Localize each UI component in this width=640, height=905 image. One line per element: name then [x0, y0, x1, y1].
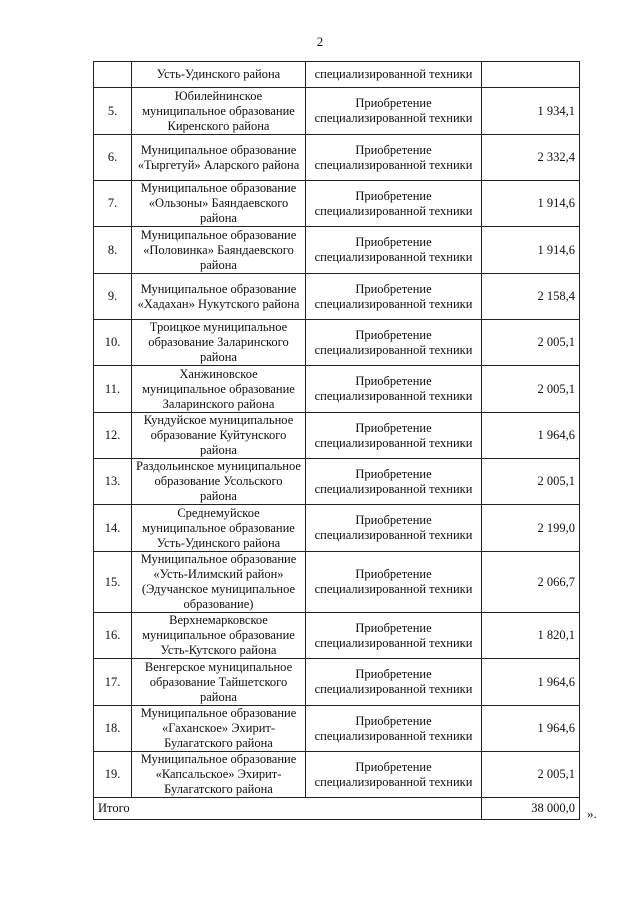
municipality-name: Ханжиновское муниципальное образование Заларинского района: [132, 366, 306, 413]
purpose: Приобретение специализированной техники: [306, 413, 482, 459]
amount: 2 005,1: [482, 752, 580, 798]
table-row: [94, 62, 580, 88]
municipality-name: Муниципальное образование «Гаханское» Эхирит-Булагатского района: [132, 706, 306, 752]
municipality-name: Муниципальное образование «Хадахан» Нукутского района: [132, 274, 306, 320]
purpose: Приобретение специализированной техники: [306, 505, 482, 552]
purpose: Приобретение специализированной техники: [306, 552, 482, 613]
purpose: Приобретение специализированной техники: [306, 181, 482, 227]
amount: 1 914,6: [482, 181, 580, 227]
municipality-name: Венгерское муниципальное образование Тайшетского района: [132, 659, 306, 706]
closing-quote-mark: ».: [587, 806, 597, 821]
amount: 2 005,1: [482, 366, 580, 413]
purpose: специализированной техники: [306, 62, 482, 88]
amount: 2 332,4: [482, 135, 580, 181]
table-row: [94, 413, 580, 459]
table-row: [94, 459, 580, 505]
row-number: 10.: [94, 320, 132, 366]
municipality-name: Муниципальное образование «Ользоны» Баяндаевского района: [132, 181, 306, 227]
municipality-name: Муниципальное образование «Усть-Илимский район» (Эдучанское муниципальное образование): [132, 552, 306, 613]
amount: 1 914,6: [482, 227, 580, 274]
table-row: [94, 613, 580, 659]
municipality-name: Муниципальное образование «Капсальское» Эхирит-Булагатского района: [132, 752, 306, 798]
amount: [482, 62, 580, 88]
amount: 1 964,6: [482, 706, 580, 752]
amount: 2 066,7: [482, 552, 580, 613]
row-number: 14.: [94, 505, 132, 552]
purpose: Приобретение специализированной техники: [306, 320, 482, 366]
row-number: 13.: [94, 459, 132, 505]
row-number: 16.: [94, 613, 132, 659]
row-number: 18.: [94, 706, 132, 752]
table-row: [94, 505, 580, 552]
row-number: 19.: [94, 752, 132, 798]
amount: 1 820,1: [482, 613, 580, 659]
purpose: Приобретение специализированной техники: [306, 659, 482, 706]
row-number: 6.: [94, 135, 132, 181]
row-number: 11.: [94, 366, 132, 413]
row-number: 15.: [94, 552, 132, 613]
table-row: [94, 659, 580, 706]
total-amount: 38 000,0: [482, 798, 580, 820]
total-label: Итого: [94, 798, 482, 820]
table-row: [94, 706, 580, 752]
municipality-name: Усть-Удинского района: [132, 62, 306, 88]
table-row: [94, 88, 580, 135]
table-row: [94, 320, 580, 366]
amount: 1 964,6: [482, 659, 580, 706]
amount: 1 934,1: [482, 88, 580, 135]
table-row: [94, 366, 580, 413]
row-number: 17.: [94, 659, 132, 706]
municipality-name: Кундуйское муниципальное образование Куйтунского района: [132, 413, 306, 459]
row-number: 7.: [94, 181, 132, 227]
table-row: [94, 552, 580, 613]
amount: 2 005,1: [482, 459, 580, 505]
purpose: Приобретение специализированной техники: [306, 752, 482, 798]
row-number: 8.: [94, 227, 132, 274]
purpose: Приобретение специализированной техники: [306, 706, 482, 752]
municipality-name: Верхнемарковское муниципальное образование Усть-Кутского района: [132, 613, 306, 659]
purpose: Приобретение специализированной техники: [306, 366, 482, 413]
row-number: 5.: [94, 88, 132, 135]
table-row: [94, 752, 580, 798]
table-row: [94, 135, 580, 181]
table-body: [94, 62, 580, 820]
amount: 2 005,1: [482, 320, 580, 366]
purpose: Приобретение специализированной техники: [306, 88, 482, 135]
purpose: Приобретение специализированной техники: [306, 459, 482, 505]
row-number: [94, 62, 132, 88]
municipality-name: Муниципальное образование «Тыргетуй» Аларского района: [132, 135, 306, 181]
purpose: Приобретение специализированной техники: [306, 274, 482, 320]
subsidy-table: [93, 61, 580, 820]
page-number: 2: [316, 34, 324, 49]
purpose: Приобретение специализированной техники: [306, 135, 482, 181]
table-row: [94, 274, 580, 320]
table-row: [94, 227, 580, 274]
municipality-name: Среднемуйское муниципальное образование Усть-Удинского района: [132, 505, 306, 552]
total-row: [94, 798, 580, 820]
amount: 2 199,0: [482, 505, 580, 552]
municipality-name: Троицкое муниципальное образование Заларинского района: [132, 320, 306, 366]
table-row: [94, 181, 580, 227]
amount: 1 964,6: [482, 413, 580, 459]
municipality-name: Муниципальное образование «Половинка» Баяндаевского района: [132, 227, 306, 274]
amount: 2 158,4: [482, 274, 580, 320]
municipality-name: Юбилейнинское муниципальное образование Киренского района: [132, 88, 306, 135]
row-number: 12.: [94, 413, 132, 459]
row-number: 9.: [94, 274, 132, 320]
purpose: Приобретение специализированной техники: [306, 227, 482, 274]
purpose: Приобретение специализированной техники: [306, 613, 482, 659]
municipality-name: Раздольинское муниципальное образование Усольского района: [132, 459, 306, 505]
